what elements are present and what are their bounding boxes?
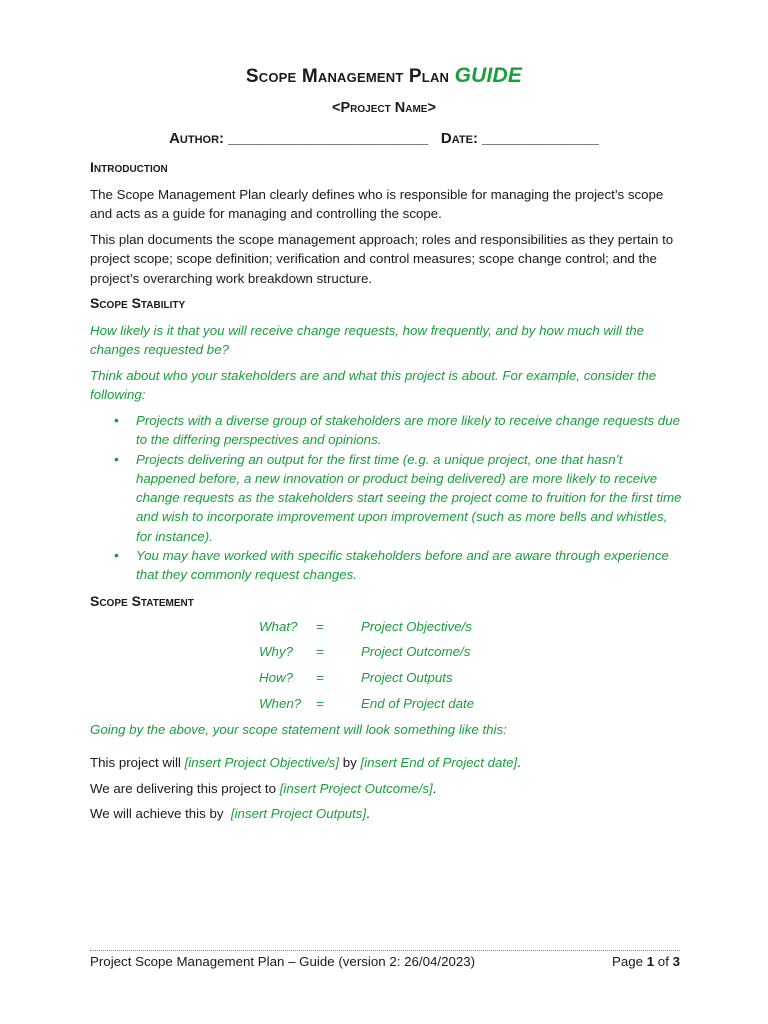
title-accent: GUIDE [454, 64, 523, 87]
placeholder-outputs: [insert Project Outputs] [230, 806, 367, 821]
footer-divider [90, 950, 680, 951]
date-label: Date: [440, 130, 478, 147]
sentence-text: . [366, 806, 370, 821]
date-blank: ______________ [482, 130, 599, 147]
author-blank: ________________________ [228, 130, 429, 147]
sentence-text: . [432, 781, 437, 796]
statement-question: When? [259, 696, 302, 711]
title-main: Scope Management Plan [245, 66, 450, 87]
footer-page-number [592, 954, 680, 969]
statement-answer: Project Outcome/s [361, 644, 471, 659]
document-title [0, 64, 768, 88]
page-current: 1 [646, 954, 655, 969]
introduction-paragraph-2: This plan documents the scope management approach; roles and responsibilities as they pertain to project scope; scope definition; verification and control measures; scope change control; and the project’s overarching work breakdown structure. [90, 232, 674, 286]
statement-question: Why? [259, 644, 293, 659]
statement-equals: = [316, 619, 324, 634]
statement-equals: = [316, 644, 324, 659]
project-name-placeholder: <Project Name> [332, 100, 436, 116]
statement-equals: = [316, 670, 324, 685]
list-item: • You may have worked with specific stakeholders before and are aware through experience that they commonly request changes. [112, 546, 684, 585]
statement-sentence-3 [90, 804, 686, 823]
scope-statement-heading: Scope Statement [90, 593, 194, 609]
page-label: Page [611, 954, 647, 969]
placeholder-outcomes: [insert Project Outcome/s] [279, 781, 433, 796]
statement-question: What? [259, 619, 298, 634]
statement-answer: Project Objective/s [361, 619, 472, 634]
list-item: • Projects with a diverse group of stakeholders are more likely to receive change requests due to the differing perspectives and opinions. [112, 411, 684, 450]
statement-answer: End of Project date [361, 696, 475, 711]
scope-stability-prompt: Think about who your stakeholders are and what this project is about. For example, consider the following: [90, 368, 657, 403]
statement-equals: = [316, 696, 324, 711]
author-label: Author: [169, 130, 225, 147]
list-item: • Projects delivering an output for the first time (e.g. a unique project, one that hasn’t happened before, a new innovation or product being delivered) are more likely to receive change requests as the stakeholders start seeing the project come to fruition for the first time and wish to incorporate improvement upon improvement (such as more bells and whistles, for instance). [112, 450, 684, 546]
page-total: 3 [672, 954, 680, 969]
page-of: of [654, 954, 673, 969]
statement-question: How? [259, 670, 293, 685]
placeholder-end-date: [insert End of Project date] [360, 755, 518, 770]
sentence-text: We are delivering this project to [90, 781, 280, 796]
statement-sentence-1 [90, 753, 686, 772]
sentence-text: This project will [90, 755, 185, 770]
introduction-paragraph-1: The Scope Management Plan clearly defines who is responsible for managing the project’s scope and acts as a guide for managing and controlling the scope. [90, 187, 664, 222]
statement-sentence-2 [90, 779, 686, 798]
scope-stability-heading: Scope Stability [90, 295, 186, 311]
footer-document-info: Project Scope Management Plan – Guide (version 2: 26/04/2023) [90, 954, 476, 969]
author-date-line [0, 130, 768, 147]
sentence-text: by [339, 755, 361, 770]
placeholder-objectives: [insert Project Objective/s] [184, 755, 340, 770]
sentence-text: . [517, 755, 521, 770]
stakeholder-bullet-list [112, 411, 684, 585]
scope-stability-question: How likely is it that you will receive change requests, how frequently, and by how much will the changes requested be? [90, 323, 645, 358]
statement-answer: Project Outputs [361, 670, 453, 685]
sentence-text: We will achieve this by [90, 806, 231, 821]
introduction-heading: Introduction [90, 159, 168, 175]
scope-statement-guidance: Going by the above, your scope statement will look something like this: [90, 722, 507, 737]
